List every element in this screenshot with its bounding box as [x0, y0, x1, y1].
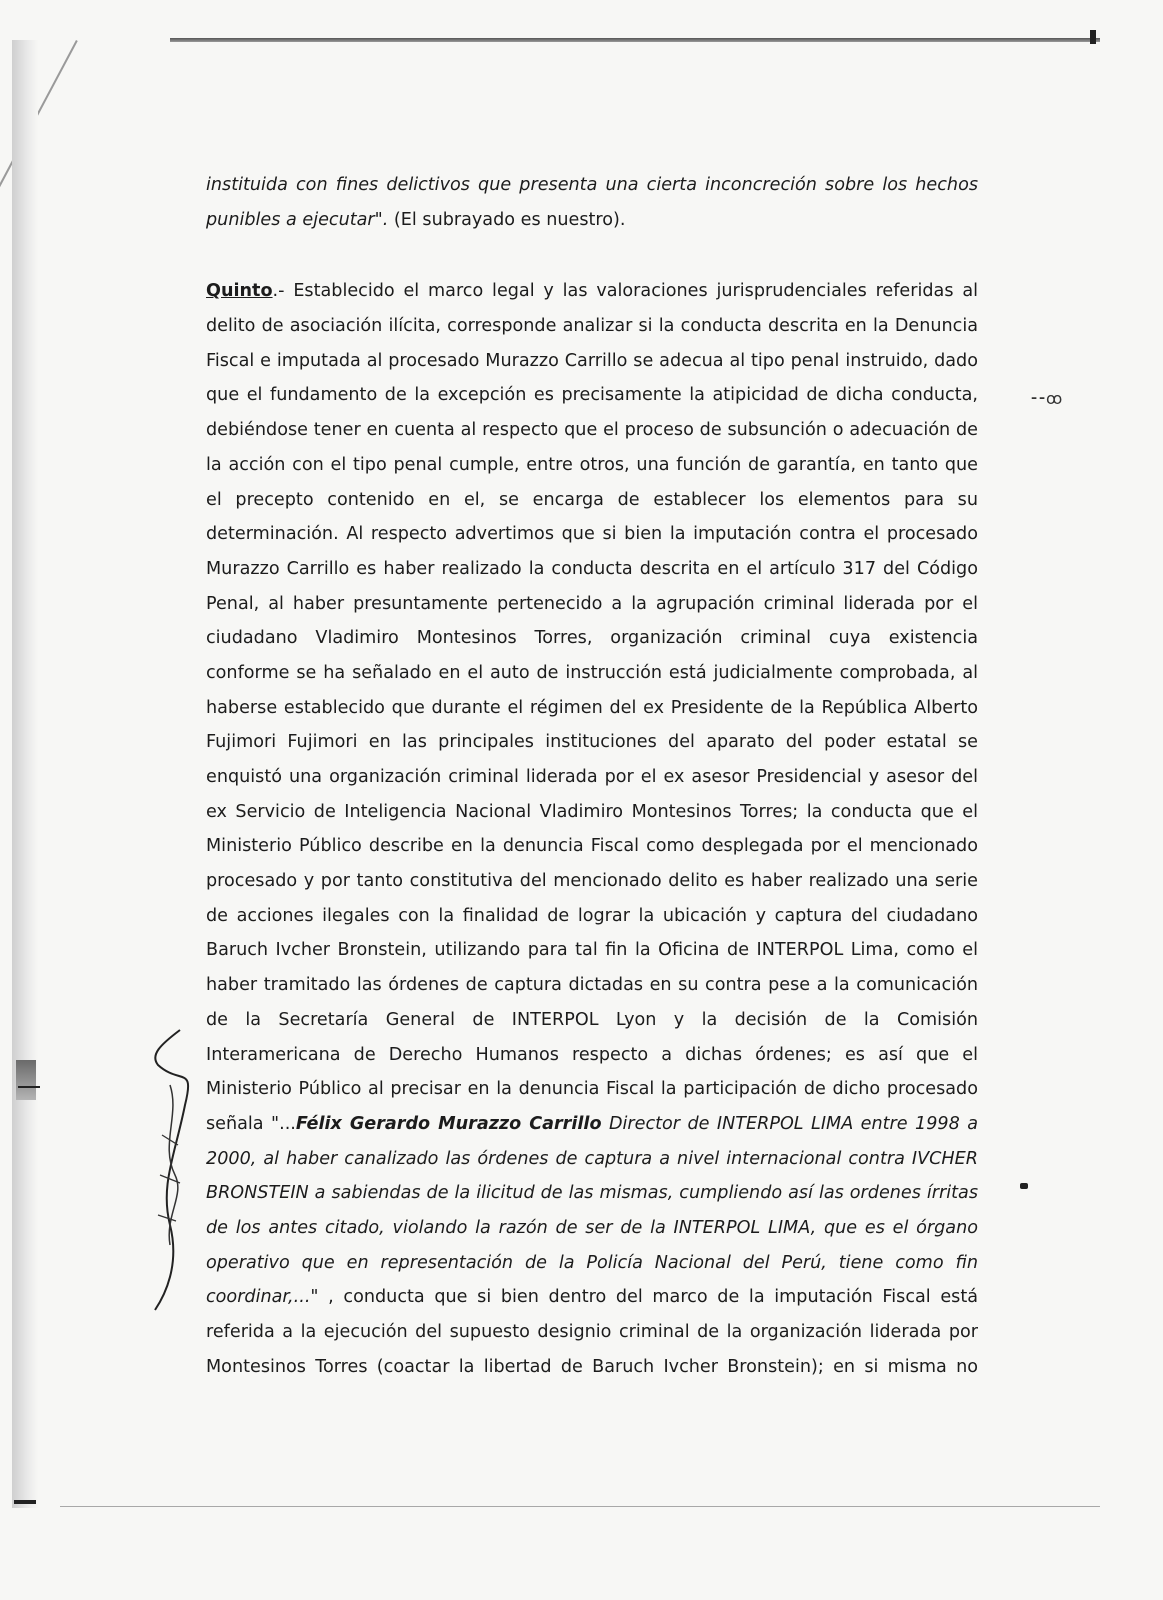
text-segment: la acción con el tipo penal cumple, entre otros, una función de garantía, en tanto que: [206, 454, 978, 475]
margin-dot-icon: [1020, 1183, 1028, 1189]
binding-mark: [16, 1060, 36, 1100]
text-segment: que el fundamento de la excepción es precisamente la atipicidad de dicha conducta,: [206, 385, 978, 406]
text-line: [206, 1072, 978, 1107]
text-line: [206, 1211, 978, 1246]
text-segment: determinación. Al respecto advertimos que si bien la imputación contra el procesado: [206, 524, 978, 545]
scan-top-edge: [170, 38, 1100, 42]
text-line: [206, 1315, 978, 1350]
text-segment: Fiscal e imputada al procesado Murazzo Carrillo se adecua al tipo penal instruido, dado: [206, 350, 978, 371]
text-segment: Ministerio Público describe en la denuncia Fiscal como desplegada por el mencionado: [206, 836, 978, 857]
scan-bottom-edge: [60, 1506, 1100, 1507]
binding-tick: [18, 1086, 40, 1088]
text-line: [206, 552, 978, 587]
text-line: [206, 1176, 978, 1211]
text-line: [206, 517, 978, 552]
text-segment: Director de INTERPOL LIMA entre 1998 a: [601, 1113, 979, 1134]
text-line: [206, 448, 978, 483]
text-segment: operativo que en representación de la Policía Nacional del Perú, tiene como fin: [206, 1252, 978, 1273]
text-segment: haber tramitado las órdenes de captura dictadas en su contra pese a la comunicación: [206, 975, 978, 996]
text-line: [206, 1003, 978, 1038]
text-segment: de la Secretaría General de INTERPOL Lyon y la decisión de la Comisión: [206, 1009, 978, 1030]
text-segment: Penal, al haber presuntamente pertenecido a la agrupación criminal liderada por el: [206, 593, 978, 614]
text-line: [206, 274, 978, 309]
text-segment: BRONSTEIN a sabiendas de la ilicitud de las mismas, cumpliendo así las ordenes írritas: [206, 1183, 978, 1204]
text-segment: procesado y por tanto constitutiva del mencionado delito es haber realizado una serie: [206, 871, 978, 892]
text-line: [206, 168, 978, 203]
text-line: [206, 309, 978, 344]
text-segment: (El subrayado es nuestro).: [388, 209, 626, 230]
text-segment: .- Establecido el marco legal y las valoraciones jurisprudenciales referidas al: [272, 281, 978, 302]
text-line: [206, 587, 978, 622]
text-line: [206, 1280, 978, 1315]
text-line: [206, 344, 978, 379]
text-line: [206, 1350, 978, 1385]
text-line: [206, 968, 978, 1003]
text-line: [206, 621, 978, 656]
text-segment: debiéndose tener en cuenta al respecto que el proceso de subsunción o adecuación de: [206, 420, 978, 441]
text-segment: Murazzo Carrillo es haber realizado la conducta descrita en el artículo 317 del Código: [206, 558, 978, 579]
text-line: [206, 1107, 978, 1142]
text-line: [206, 203, 978, 238]
text-segment: Félix Gerardo Murazzo Carrillo: [295, 1113, 602, 1134]
text-line: [206, 1142, 978, 1177]
text-line: [206, 933, 978, 968]
text-line: [206, 1246, 978, 1281]
text-segment: Montesinos Torres (coactar la libertad de Baruch Ivcher Bronstein); en si misma no: [206, 1356, 978, 1377]
text-line: [206, 795, 978, 830]
text-segment: , conducta que si bien dentro del marco de la imputación Fiscal está: [318, 1287, 978, 1308]
text-segment: haberse establecido que durante el régimen del ex Presidente de la República Alberto: [206, 697, 978, 718]
text-line: [206, 656, 978, 691]
text-segment: ciudadano Vladimiro Montesinos Torres, organización criminal cuya existencia: [206, 628, 978, 649]
text-segment: instituida con fines delictivos que presenta una cierta inconcreción sobre los hechos: [206, 175, 978, 195]
text-line: [206, 378, 978, 413]
text-segment: coordinar,...": [206, 1287, 319, 1308]
text-segment: ex Servicio de Inteligencia Nacional Vladimiro Montesinos Torres; la conducta que el: [206, 801, 978, 822]
text-segment: Quinto: [206, 281, 273, 302]
paragraph-gap: [206, 237, 978, 274]
text-segment: el precepto contenido en el, se encarga de establecer los elementos para su: [206, 489, 978, 510]
text-line: [206, 413, 978, 448]
text-segment: Interamericana de Derecho Humanos respecto a dichas órdenes; es así que el: [206, 1044, 978, 1065]
margin-annotation-icon: ⁃⁃ꝏ: [1030, 389, 1063, 408]
text-segment: 2000, al haber canalizado las órdenes de captura a nivel internacional contra IVCHER: [206, 1148, 978, 1169]
text-segment: Baruch Ivcher Bronstein, utilizando para tal fin la Oficina de INTERPOL Lima, como el: [206, 940, 978, 961]
text-line: [206, 483, 978, 518]
text-line: [206, 899, 978, 934]
text-line: [206, 1038, 978, 1073]
text-segment: Fujimori Fujimori en las principales instituciones del aparato del poder estatal se: [206, 732, 978, 753]
text-segment: enquistó una organización criminal liderada por el ex asesor Presidencial y asesor del: [206, 767, 978, 787]
scan-bottom-mark: [14, 1500, 36, 1504]
text-segment: delito de asociación ilícita, corresponde analizar si la conducta descrita en la Denuncia: [206, 316, 978, 337]
text-segment: punibles a ejecutar".: [206, 209, 389, 230]
text-line: [206, 829, 978, 864]
scan-left-edge: [12, 40, 38, 1508]
text-segment: de acciones ilegales con la finalidad de lograr la ubicación y captura del ciudadano: [206, 905, 978, 926]
document-body: [206, 168, 978, 1384]
text-line: [206, 725, 978, 760]
text-line: [206, 691, 978, 726]
scan-corner-mark: [1090, 30, 1096, 44]
text-segment: conforme se ha señalado en el auto de instrucción está judicialmente comprobada, al: [206, 662, 978, 683]
text-segment: referida a la ejecución del supuesto designio criminal de la organización liderada por: [206, 1322, 978, 1342]
text-segment: de los antes citado, violando la razón de ser de la INTERPOL LIMA, que es el órgano: [206, 1217, 978, 1238]
text-segment: señala "...: [206, 1113, 296, 1134]
text-segment: Ministerio Público al precisar en la denuncia Fiscal la participación de dicho procesado: [206, 1079, 978, 1100]
text-line: [206, 760, 978, 795]
text-line: [206, 864, 978, 899]
